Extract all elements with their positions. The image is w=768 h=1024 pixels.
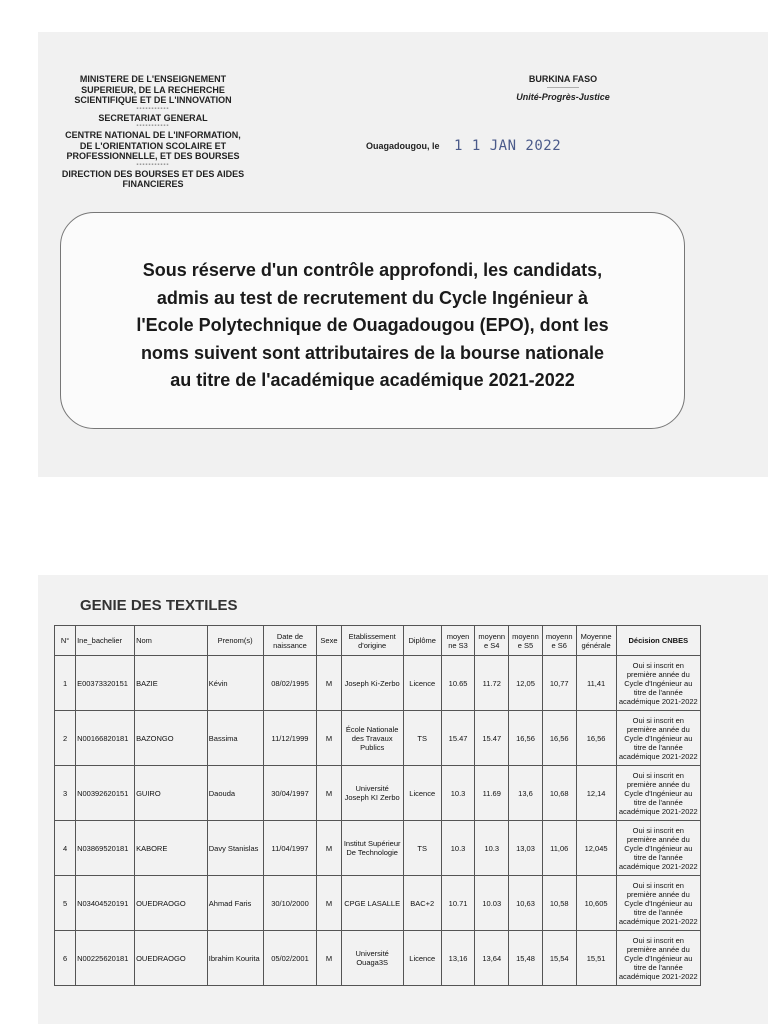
cell-prenom: Daouda: [207, 766, 263, 821]
cell-decision: Oui si inscrit en première année du Cycle d'Ingénieur au titre de l'année académique 2021-2022: [616, 656, 700, 711]
cell-diplome: Licence: [403, 766, 441, 821]
cell-s6: 10,68: [542, 766, 576, 821]
cell-s5: 13,6: [509, 766, 543, 821]
cell-date: 30/10/2000: [263, 876, 317, 931]
cell-moyenne: 12,045: [576, 821, 616, 876]
cell-s6: 11,06: [542, 821, 576, 876]
centre-line: CENTRE NATIONAL DE L'INFORMATION,: [65, 130, 241, 140]
country-name: BURKINA FASO: [528, 74, 598, 84]
cell-sexe: M: [317, 711, 341, 766]
header-cell: moyenn e S4: [475, 626, 509, 656]
table-row: [55, 766, 701, 821]
ministry-header: [38, 74, 268, 190]
cell-diplome: TS: [403, 711, 441, 766]
cell-s3: 10.65: [441, 656, 475, 711]
notice-line: Sous réserve d'un contrôle approfondi, les candidats,: [142, 260, 603, 280]
results-table: [54, 625, 701, 986]
cell-moyenne: 12,14: [576, 766, 616, 821]
cell-number: 4: [55, 821, 76, 876]
cell-s4: 11.69: [475, 766, 509, 821]
cell-number: 2: [55, 711, 76, 766]
cell-nom: OUEDRAOGO: [135, 876, 208, 931]
cell-ine: N03404520191: [76, 876, 135, 931]
cell-number: 3: [55, 766, 76, 821]
table-row: [55, 876, 701, 931]
cell-s4: 13,64: [475, 931, 509, 986]
cell-sexe: M: [317, 656, 341, 711]
cell-date: 11/04/1997: [263, 821, 317, 876]
cell-sexe: M: [317, 931, 341, 986]
place-label: Ouagadougou, le: [366, 141, 440, 151]
header-cell: Décision CNBES: [616, 626, 700, 656]
cell-s6: 10,77: [542, 656, 576, 711]
cell-etablissement: Joseph Ki-Zerbo: [341, 656, 403, 711]
cell-sexe: M: [317, 821, 341, 876]
cell-s5: 15,48: [509, 931, 543, 986]
cell-date: 05/02/2001: [263, 931, 317, 986]
notice-box: [60, 212, 685, 429]
cell-date: 08/02/1995: [263, 656, 317, 711]
cell-s4: 10.03: [475, 876, 509, 931]
cell-ine: N00225620181: [76, 931, 135, 986]
cell-moyenne: 10,605: [576, 876, 616, 931]
cell-moyenne: 15,51: [576, 931, 616, 986]
separator: ----------------: [547, 85, 579, 91]
cell-ine: N03869520181: [76, 821, 135, 876]
cell-s5: 13,03: [509, 821, 543, 876]
header-cell: Diplôme: [403, 626, 441, 656]
cell-s6: 10,58: [542, 876, 576, 931]
cell-prenom: Ahmad Faris: [207, 876, 263, 931]
secretariat-line: SECRETARIAT GENERAL: [98, 112, 208, 123]
cell-decision: Oui si inscrit en première année du Cycle d'Ingénieur au titre de l'année académique 2021-2022: [616, 766, 700, 821]
cell-number: 5: [55, 876, 76, 931]
cell-decision: Oui si inscrit en première année du Cycle d'Ingénieur au titre de l'année académique 2021-2022: [616, 821, 700, 876]
cell-s3: 15.47: [441, 711, 475, 766]
header-cell: Date de naissance: [263, 626, 317, 656]
cell-s5: 16,56: [509, 711, 543, 766]
notice-line: au titre de l'académique académique 2021-2022: [170, 370, 575, 390]
cell-s6: 15,54: [542, 931, 576, 986]
header-cell: Prenom(s): [207, 626, 263, 656]
cell-moyenne: 16,56: [576, 711, 616, 766]
cell-diplome: Licence: [403, 656, 441, 711]
direction-line: DIRECTION DES BOURSES ET DES AIDES: [61, 168, 245, 179]
cell-prenom: Davy Stanislas: [207, 821, 263, 876]
header-cell: Etablissement d'origine: [341, 626, 403, 656]
cell-nom: KABORE: [135, 821, 208, 876]
separator: -----------: [136, 105, 170, 112]
ministry-line: SUPERIEUR, DE LA RECHERCHE: [81, 84, 225, 95]
table-row: [55, 656, 701, 711]
cell-date: 30/04/1997: [263, 766, 317, 821]
cell-s4: 10.3: [475, 821, 509, 876]
cell-prenom: Bassima: [207, 711, 263, 766]
cell-sexe: M: [317, 766, 341, 821]
cell-s5: 12,05: [509, 656, 543, 711]
table-row: [55, 931, 701, 986]
header-cell: Moyenne générale: [576, 626, 616, 656]
cell-decision: Oui si inscrit en première année du Cycle d'Ingénieur au titre de l'année académique 2021-2022: [616, 876, 700, 931]
cell-nom: OUEDRAOGO: [135, 931, 208, 986]
centre-line: DE L'ORIENTATION SCOLAIRE ET: [79, 140, 227, 151]
cell-ine: N00166820181: [76, 711, 135, 766]
notice-line: admis au test de recrutement du Cycle Ingénieur à: [156, 287, 589, 308]
notice-line: l'Ecole Polytechnique de Ouagadougou (EPO), dont les: [136, 315, 609, 335]
cell-s5: 10,63: [509, 876, 543, 931]
cell-diplome: Licence: [403, 931, 441, 986]
country-header: [478, 74, 648, 103]
cell-etablissement: Université Ouaga3S: [341, 931, 403, 986]
table-row: [55, 821, 701, 876]
cell-s3: 10.3: [441, 766, 475, 821]
cell-prenom: Kévin: [207, 656, 263, 711]
separator: -----------: [136, 123, 170, 129]
cell-nom: GUIRO: [135, 766, 208, 821]
separator: -----------: [136, 161, 170, 168]
cell-number: 6: [55, 931, 76, 986]
cell-s3: 10.71: [441, 876, 475, 931]
cell-etablissement: École Nationale des Travaux Publics: [341, 711, 403, 766]
section-title: GENIE DES TEXTILES: [80, 597, 238, 614]
table-header-row: [55, 626, 701, 656]
header-cell: Sexe: [317, 626, 341, 656]
cell-number: 1: [55, 656, 76, 711]
cell-ine: E00373320151: [76, 656, 135, 711]
cell-nom: BAZONGO: [135, 711, 208, 766]
letter-page: [38, 32, 768, 477]
cell-diplome: BAC+2: [403, 876, 441, 931]
header-cell: Nom: [135, 626, 208, 656]
cell-etablissement: Université Joseph KI Zerbo: [341, 766, 403, 821]
header-cell: moyenn e S6: [542, 626, 576, 656]
results-page: [38, 575, 768, 1024]
cell-prenom: Ibrahim Kourita: [207, 931, 263, 986]
cell-s6: 16,56: [542, 711, 576, 766]
cell-sexe: M: [317, 876, 341, 931]
cell-decision: Oui si inscrit en première année du Cycle d'Ingénieur au titre de l'année académique 2021-2022: [616, 711, 700, 766]
cell-etablissement: CPGE LASALLE: [341, 876, 403, 931]
header-cell: N°: [55, 626, 76, 656]
cell-s3: 10.3: [441, 821, 475, 876]
cell-moyenne: 11,41: [576, 656, 616, 711]
cell-s4: 15.47: [475, 711, 509, 766]
date-stamp: 1 1 JAN 2022: [454, 138, 562, 154]
cell-s3: 13,16: [441, 931, 475, 986]
cell-ine: N00392620151: [76, 766, 135, 821]
header-cell: Ine_bachelier: [76, 626, 135, 656]
ministry-line: SCIENTIFIQUE ET DE L'INNOVATION: [74, 95, 232, 105]
direction-line: FINANCIERES: [122, 179, 184, 189]
notice-line: noms suivent sont attributaires de la bourse nationale: [140, 342, 605, 363]
ministry-line: MINISTERE DE L'ENSEIGNEMENT: [79, 74, 227, 84]
cell-decision: Oui si inscrit en première année du Cycle d'Ingénieur au titre de l'année académique 2021-2022: [616, 931, 700, 986]
cell-nom: BAZIE: [135, 656, 208, 711]
cell-date: 11/12/1999: [263, 711, 317, 766]
cell-diplome: TS: [403, 821, 441, 876]
cell-etablissement: Institut Supérieur De Technologie: [341, 821, 403, 876]
cell-s4: 11.72: [475, 656, 509, 711]
header-cell: moyenn e S5: [509, 626, 543, 656]
national-motto: Unité-Progrès-Justice: [516, 92, 610, 102]
centre-line: PROFESSIONNELLE, ET DES BOURSES: [66, 151, 240, 161]
table-row: [55, 711, 701, 766]
header-cell: moyen ne S3: [441, 626, 475, 656]
notice-text: [61, 257, 684, 395]
